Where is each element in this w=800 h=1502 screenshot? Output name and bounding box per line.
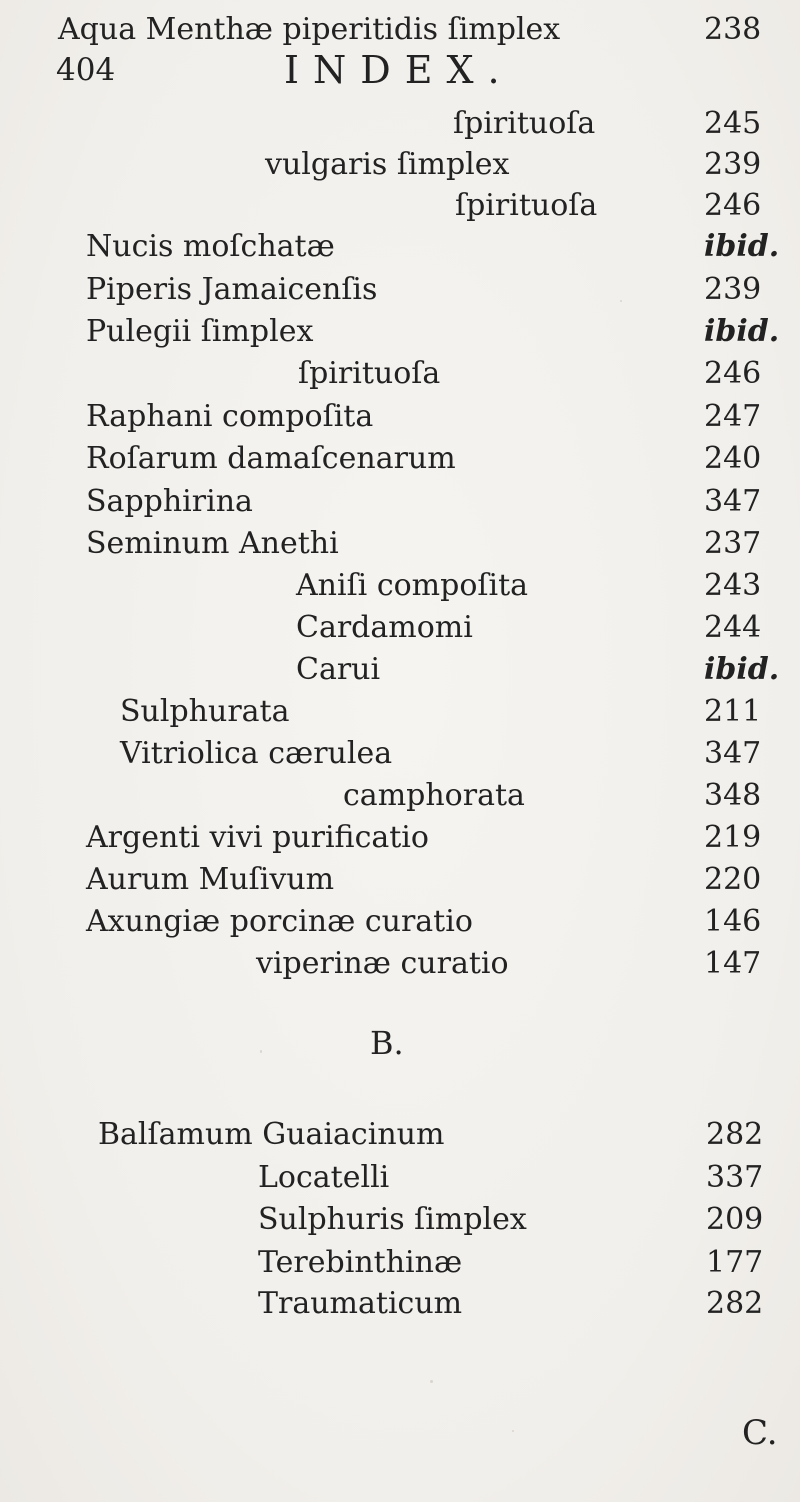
index-entry bbox=[0, 439, 800, 479]
entry-page: 211 bbox=[704, 694, 762, 729]
entry-text: Sulphurata bbox=[120, 694, 290, 729]
index-entry bbox=[0, 482, 800, 522]
entry-page: ibid. bbox=[704, 314, 780, 349]
index-entry bbox=[0, 1243, 800, 1283]
index-entry bbox=[0, 1158, 800, 1198]
index-entry bbox=[0, 270, 800, 310]
index-entry bbox=[0, 944, 800, 984]
entry-text: Terebinthinæ bbox=[258, 1245, 463, 1280]
entry-text: ſpirituoſa bbox=[298, 356, 441, 391]
entry-page: 245 bbox=[704, 106, 762, 141]
index-entry bbox=[0, 1115, 800, 1155]
index-entry bbox=[0, 734, 800, 774]
index-entry bbox=[0, 902, 800, 942]
entry-page: 244 bbox=[704, 610, 762, 645]
entry-text: ſpirituoſa bbox=[455, 188, 598, 223]
index-entry bbox=[0, 354, 800, 394]
index-entry bbox=[0, 39, 800, 79]
entry-text: Sapphirina bbox=[86, 484, 253, 519]
entry-page: 220 bbox=[704, 862, 762, 897]
index-entry bbox=[0, 397, 800, 437]
entry-page: 282 bbox=[706, 1117, 764, 1152]
section-heading-b: B. bbox=[370, 1024, 404, 1062]
index-entry bbox=[0, 818, 800, 858]
entry-page: 238 bbox=[704, 12, 762, 47]
entry-text: Sulphuris ſimplex bbox=[258, 1202, 527, 1237]
entry-text: Nucis moſchatæ bbox=[86, 229, 335, 264]
paper-speck bbox=[620, 300, 622, 302]
index-entry bbox=[0, 227, 800, 267]
entry-text: Axungiæ porcinæ curatio bbox=[86, 904, 473, 939]
entry-text: Carui bbox=[296, 652, 381, 687]
entry-text: ſpirituoſa bbox=[453, 106, 596, 141]
index-entry bbox=[0, 145, 800, 185]
paper-speck bbox=[512, 1430, 514, 1432]
entry-page: 347 bbox=[704, 484, 762, 519]
entry-page: ibid. bbox=[704, 652, 780, 687]
entry-text: Argenti vivi purificatio bbox=[86, 820, 429, 855]
paper-speck bbox=[260, 1050, 262, 1053]
index-entry bbox=[0, 1200, 800, 1240]
entry-page: 219 bbox=[704, 820, 762, 855]
entry-page: 337 bbox=[706, 1160, 764, 1195]
entry-text: Cardamomi bbox=[296, 610, 473, 645]
entry-text: Traumaticum bbox=[258, 1286, 463, 1321]
index-entry bbox=[0, 104, 800, 144]
entry-page: ibid. bbox=[704, 229, 780, 264]
entry-text: Vitriolica cærulea bbox=[120, 736, 393, 771]
entry-text: Raphani compoſita bbox=[86, 399, 374, 434]
catchword: C. bbox=[742, 1413, 778, 1453]
entry-text: viperinæ curatio bbox=[256, 946, 509, 981]
entry-text: Locatelli bbox=[258, 1160, 390, 1195]
entry-page: 240 bbox=[704, 441, 762, 476]
index-entry bbox=[0, 860, 800, 900]
running-head: INDEX. bbox=[284, 48, 514, 92]
index-entry bbox=[0, 608, 800, 648]
entry-page: 247 bbox=[704, 399, 762, 434]
index-entry bbox=[0, 1284, 800, 1324]
entry-page: 246 bbox=[704, 188, 762, 223]
index-entry bbox=[0, 312, 800, 352]
page-number: 404 bbox=[56, 52, 116, 88]
entry-page: 246 bbox=[704, 356, 762, 391]
entry-page: 147 bbox=[704, 946, 762, 981]
paper-speck bbox=[430, 1380, 433, 1383]
entry-text: Seminum Anethi bbox=[86, 526, 339, 561]
entry-page: 348 bbox=[704, 778, 762, 813]
entry-text: Roſarum damaſcenarum bbox=[86, 441, 456, 476]
entry-text: Aurum Muſivum bbox=[86, 862, 335, 897]
entry-page: 282 bbox=[706, 1286, 764, 1321]
entry-page: 239 bbox=[704, 147, 762, 182]
index-entry bbox=[0, 524, 800, 564]
entry-page: 177 bbox=[706, 1245, 764, 1280]
entry-text: Aqua Menthæ piperitidis ſimplex bbox=[58, 12, 561, 47]
index-entry bbox=[0, 650, 800, 690]
entry-page: 239 bbox=[704, 272, 762, 307]
entry-page: 243 bbox=[704, 568, 762, 603]
entry-text: Pulegii ſimplex bbox=[86, 314, 314, 349]
index-entry bbox=[0, 692, 800, 732]
entry-page: 347 bbox=[704, 736, 762, 771]
index-entry bbox=[0, 186, 800, 226]
entry-page: 237 bbox=[704, 526, 762, 561]
index-entry bbox=[0, 776, 800, 816]
entry-page: 209 bbox=[706, 1202, 764, 1237]
entry-text: Aniſi compoſita bbox=[296, 568, 529, 603]
entry-text: Balſamum Guaiacinum bbox=[98, 1117, 445, 1152]
entry-text: camphorata bbox=[343, 778, 525, 813]
index-entry bbox=[0, 566, 800, 606]
entry-page: 146 bbox=[704, 904, 762, 939]
entry-text: Piperis Jamaicenſis bbox=[86, 272, 378, 307]
entry-text: vulgaris ſimplex bbox=[265, 147, 510, 182]
